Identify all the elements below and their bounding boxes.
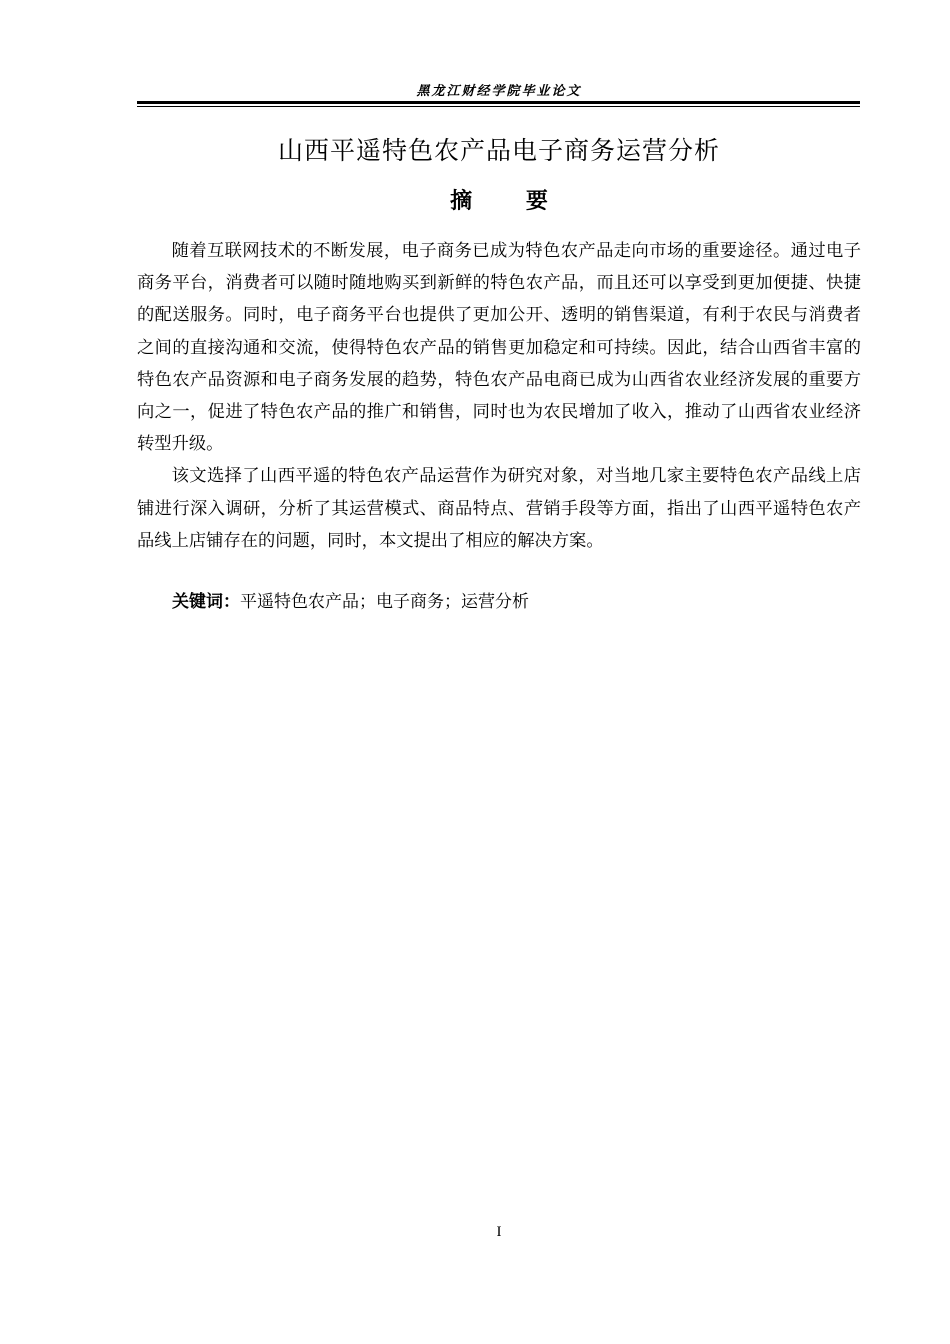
keywords-label: 关键词： [172,592,240,612]
page-number: I [496,1224,502,1240]
paper-title: 山西平遥特色农产品电子商务运营分析 [277,136,720,165]
header-rule-thick [137,101,860,104]
abstract-paragraph-2: 该文选择了山西平遥的特色农产品运营作为研究对象，对当地几家主要特色农产品线上店铺进行深入调研，分析了其运营模式、商品特点、营销手段等方面，指出了山西平遥特色农产品线上店铺存在的问题，同时，本文提出了相应的解决方案。 [137,466,861,551]
abstract-paragraph-1: 随着互联网技术的不断发展，电子商务已成为特色农产品走向市场的重要途径。通过电子商务平台，消费者可以随时随地购买到新鲜的特色农产品，而且还可以享受到更加便捷、快捷的配送服务。同时，电子商务平台也提供了更加公开、透明的销售渠道，有利于农民与消费者之间的直接沟通和交流，使得特色农产品的销售更加稳定和可持续。因此，结合山西省丰富的特色农产品资源和电子商务发展的趋势，特色农产品电商已成为山西省农业经济发展的重要方向之一，促进了特色农产品的推广和销售，同时也为农民增加了收入，推动了山西省农业经济转型升级。 [137,241,861,455]
keywords [172,586,862,618]
abstract-heading: 摘 要 [450,189,548,214]
keywords-text: 平遥特色农产品；电子商务；运营分析 [240,592,529,612]
header-rule-thin [137,106,860,107]
running-header: 黑龙江财经学院毕业论文 [416,84,582,99]
abstract-body [137,235,861,557]
